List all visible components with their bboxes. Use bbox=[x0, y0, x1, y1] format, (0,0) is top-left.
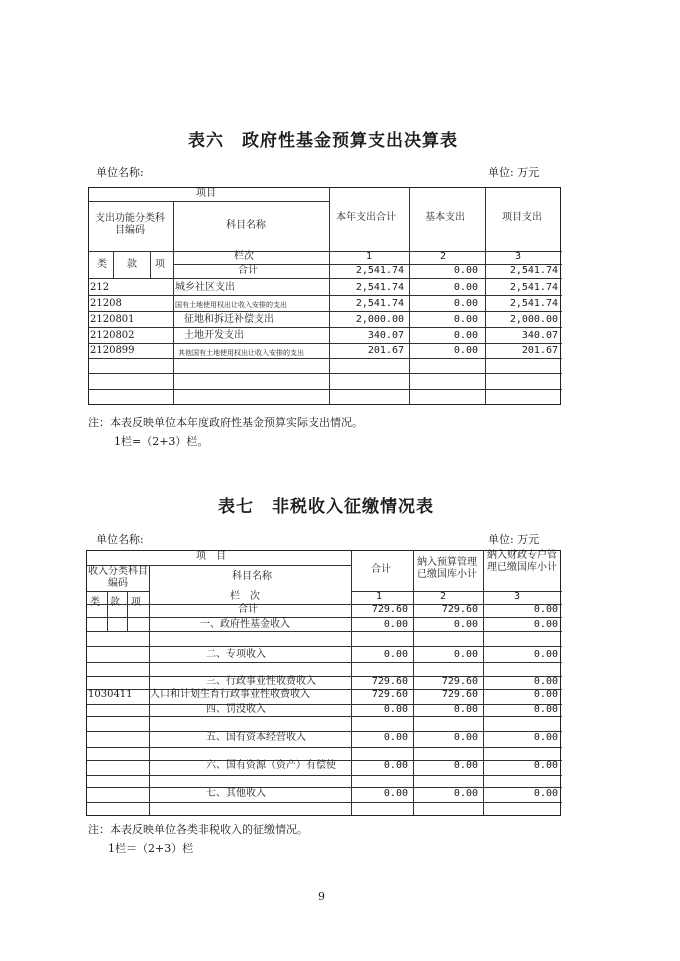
table7-row-c2: 0.00 bbox=[453, 732, 478, 743]
table7-row-c3: 0.00 bbox=[533, 760, 558, 771]
table7-note-2: 1栏＝（2+3）栏 bbox=[108, 842, 194, 855]
table6-header-col1: 本年支出合计 bbox=[336, 212, 396, 223]
table6-unit-name-label: 单位名称: bbox=[96, 166, 144, 179]
table6-row-name: 合计 bbox=[238, 265, 258, 276]
table7-row-c1: 729.60 bbox=[371, 689, 408, 700]
table7-row-c2: 0.00 bbox=[453, 704, 478, 715]
table7-row-c1: 729.60 bbox=[371, 604, 408, 615]
table6-row-name: 征地和拆迁补偿支出 bbox=[184, 314, 274, 325]
table7-row-c1: 0.00 bbox=[383, 704, 408, 715]
table7-row-name: 四、罚没收入 bbox=[206, 704, 266, 715]
table7-row-c2: 0.00 bbox=[453, 649, 478, 660]
table6-col3-no: 3 bbox=[515, 251, 522, 262]
table6-title: 表六 政府性基金预算支出决算表 bbox=[188, 131, 458, 151]
table6-header-project: 项目 bbox=[196, 188, 216, 199]
table6-header-code-group: 支出功能分类科目编码 bbox=[95, 213, 165, 236]
table6-row-code: 2120899 bbox=[90, 345, 135, 356]
table6-unit-label: 单位: 万元 bbox=[488, 166, 540, 179]
table6-row-c1: 201.67 bbox=[367, 345, 404, 356]
table6-row-name: 其他国有土地使用权出让收入安排的支出 bbox=[178, 349, 304, 357]
table7-row-code: 1030411 bbox=[88, 689, 133, 700]
table6-header-kuan: 款 bbox=[127, 259, 137, 270]
table7-title: 表七 非税收入征缴情况表 bbox=[218, 497, 434, 517]
table6-header-subject-name: 科目名称 bbox=[226, 220, 266, 231]
table7-header-project: 项 目 bbox=[196, 551, 226, 562]
table6-row-c1: 2,000.00 bbox=[355, 314, 404, 325]
table7-row-c1: 0.00 bbox=[383, 788, 408, 799]
table7-header-col3: 納入财政专户管理已缴国库小计 bbox=[487, 550, 557, 573]
table6-row-code: 21208 bbox=[90, 298, 122, 309]
table6-header-lei: 类 bbox=[97, 259, 107, 270]
table7-row-c1: 729.60 bbox=[371, 676, 408, 687]
table6-header-lanci: 栏次 bbox=[234, 251, 254, 262]
table6-row-c3: 340.07 bbox=[521, 330, 558, 341]
table7-row-c2: 0.00 bbox=[453, 760, 478, 771]
table6-row-c2: 0.00 bbox=[453, 282, 478, 293]
table7-col3-no: 3 bbox=[514, 591, 521, 602]
table6-header-col2: 基本支出 bbox=[425, 212, 465, 223]
table7-row-c1: 0.00 bbox=[383, 760, 408, 771]
table6-row-c2: 0.00 bbox=[453, 265, 478, 276]
table6-row-code: 2120801 bbox=[90, 314, 135, 325]
table7-header-code-group: 收入分类科目编码 bbox=[88, 566, 148, 589]
table6-note-2: 1栏=（2+3）栏。 bbox=[114, 435, 209, 448]
table7-row-c1: 0.00 bbox=[383, 732, 408, 743]
table7-row-c2: 0.00 bbox=[453, 788, 478, 799]
table7-header-lei: 类 bbox=[90, 597, 100, 608]
table7-header-xiang: 项 bbox=[131, 597, 141, 608]
table6-note-1: 注：本表反映单位本年度政府性基金预算实际支出情况。 bbox=[88, 416, 363, 429]
table7-row-name: 三、行政事业性收费收入 bbox=[206, 676, 316, 687]
table6-col2-no: 2 bbox=[440, 251, 447, 262]
table7-col2-no: 2 bbox=[440, 591, 447, 602]
table7-row-c2: 729.60 bbox=[441, 604, 478, 615]
table6-row-name: 国有土地使用权出让收入安排的支出 bbox=[175, 301, 287, 309]
table7-header-subject-name: 科目名称 bbox=[232, 571, 272, 582]
table7-row-name: 六、国有资源（资产）有偿使 bbox=[206, 760, 336, 771]
table6-row-c1: 340.07 bbox=[367, 330, 404, 341]
table6-row-c2: 0.00 bbox=[453, 314, 478, 325]
table7-row-c3: 0.00 bbox=[533, 604, 558, 615]
table7-unit-label: 单位: 万元 bbox=[488, 533, 540, 546]
table6-row-c1: 2,541.74 bbox=[355, 282, 404, 293]
table6-row-c2: 0.00 bbox=[453, 345, 478, 356]
table7-col1-no: 1 bbox=[376, 591, 383, 602]
table6-row-c3: 2,541.74 bbox=[509, 298, 558, 309]
table7-row-name: 一、政府性基金收入 bbox=[200, 619, 290, 630]
table7-row-c2: 0.00 bbox=[453, 619, 478, 630]
table6-row-code: 2120802 bbox=[90, 330, 135, 341]
table7-row-name: 人口和计划生育行政事业性收费收入 bbox=[150, 689, 310, 700]
table7-row-c3: 0.00 bbox=[533, 704, 558, 715]
table7-row-c1: 0.00 bbox=[383, 619, 408, 630]
table7-row-c3: 0.00 bbox=[533, 676, 558, 687]
table7-row-name: 二、专项收入 bbox=[206, 649, 266, 660]
table7-row-c1: 0.00 bbox=[383, 649, 408, 660]
table7-row-c3: 0.00 bbox=[533, 788, 558, 799]
table7-row-c3: 0.00 bbox=[533, 619, 558, 630]
table7-row-c3: 0.00 bbox=[533, 649, 558, 660]
table6-row-name: 城乡社区支出 bbox=[175, 282, 235, 293]
table7-row-c2: 729.60 bbox=[441, 689, 478, 700]
table7-row-c3: 0.00 bbox=[533, 689, 558, 700]
table7-row-c3: 0.00 bbox=[533, 732, 558, 743]
table6-col1-no: 1 bbox=[366, 251, 373, 262]
table6-row-c2: 0.00 bbox=[453, 298, 478, 309]
table7-note-1: 注：本表反映单位各类非税收入的征缴情况。 bbox=[88, 823, 308, 836]
table7-header-col2: 納入预算管理已缴国库小计 bbox=[417, 557, 477, 580]
table6-header-col3: 项目支出 bbox=[502, 212, 542, 223]
table7-header-kuan: 款 bbox=[110, 597, 120, 608]
table6-row-c3: 2,000.00 bbox=[509, 314, 558, 325]
table7-unit-name-label: 单位名称: bbox=[96, 533, 144, 546]
table6-row-c2: 0.00 bbox=[453, 330, 478, 341]
table6-row-c3: 2,541.74 bbox=[509, 265, 558, 276]
page-number: 9 bbox=[318, 890, 325, 903]
table6-row-c3: 2,541.74 bbox=[509, 282, 558, 293]
table6-row-code: 212 bbox=[90, 282, 110, 293]
table7-row-c2: 729.60 bbox=[441, 676, 478, 687]
table6-row-c3: 201.67 bbox=[521, 345, 558, 356]
table6-header-xiang: 项 bbox=[155, 259, 165, 270]
table7-row-name: 合计 bbox=[238, 604, 258, 615]
table7-row-name: 七、其他收入 bbox=[206, 788, 266, 799]
table7-row-name: 五、国有资本经营收入 bbox=[206, 732, 306, 743]
table6-row-c1: 2,541.74 bbox=[355, 298, 404, 309]
table6-row-name: 土地开发支出 bbox=[184, 330, 244, 341]
table7-header-lanci: 栏 次 bbox=[230, 591, 260, 602]
table7-header-col1: 合计 bbox=[371, 564, 391, 575]
table6-row-c1: 2,541.74 bbox=[355, 265, 404, 276]
